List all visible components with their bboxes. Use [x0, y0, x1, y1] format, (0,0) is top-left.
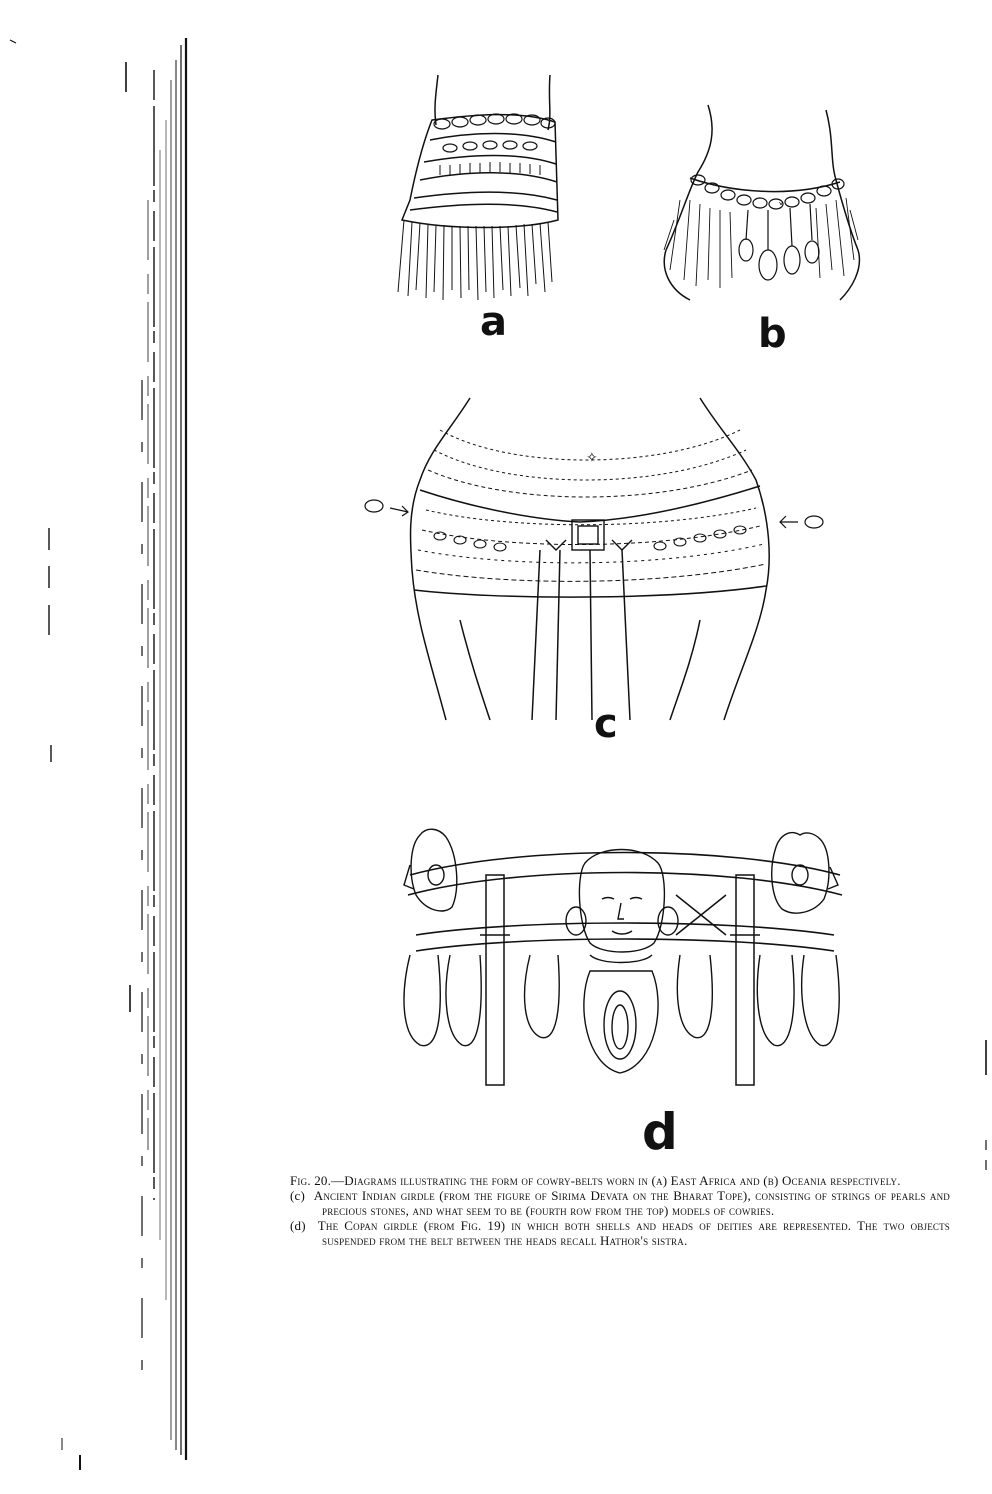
caption-intro-text: —Diagrams illustrating the form of cowry-belts worn in (a) East Africa and (b) Oceania respectively.: [331, 1173, 901, 1188]
panel-a-label: a: [480, 299, 507, 345]
panel-a-illustration: [380, 70, 580, 345]
deity-head-centre: [566, 850, 678, 963]
panel-b-label: b: [758, 311, 787, 357]
panel-c-illustration: [360, 390, 830, 770]
caption-item-c: [290, 1188, 950, 1218]
caption-item-d-text: The Copan girdle (from Fig. 19) in which both shells and heads of deities are represented. The two objects suspended from the belt between the heads recall Hathor's sistra.: [317, 1218, 950, 1248]
panel-b-illustration: [650, 100, 870, 357]
caption-item-d-marker: (d): [290, 1218, 306, 1233]
oceanian-belt-drawing: [650, 100, 870, 310]
copan-girdle-drawing: [380, 815, 870, 1095]
panel-d-illustration: [380, 815, 870, 1165]
caption-item-c-marker: (c): [290, 1188, 306, 1203]
cowry-models-row: [434, 526, 746, 551]
hanging-shells: [404, 955, 839, 1073]
caption-item-d: [290, 1218, 950, 1248]
svg-text:✧: ✧: [586, 450, 598, 466]
indian-girdle-drawing: [360, 390, 830, 730]
caption-intro: [290, 1173, 950, 1188]
binding-gutter: [0, 0, 200, 1494]
deity-head-right: [772, 833, 838, 913]
caption-item-c-text: Ancient Indian girdle (from the figure of Sirima Devata on the Bharat Tope), consisting of strings of pearls and precious stones, and what seem to be (fourth row from the top) models of cowries.: [313, 1188, 951, 1218]
caption-fig-label: Fig. 20.: [290, 1173, 332, 1188]
side-arrow-cowries: [365, 500, 823, 528]
east-african-belt-drawing: [380, 70, 580, 310]
right-edge-marks: [980, 1035, 992, 1175]
panel-d-label: d: [642, 1103, 678, 1161]
figure-caption: [290, 1173, 950, 1248]
panel-c-label: c: [594, 701, 618, 747]
svg-text:˅: ˅: [778, 201, 784, 215]
fringe-strands: [398, 162, 552, 300]
